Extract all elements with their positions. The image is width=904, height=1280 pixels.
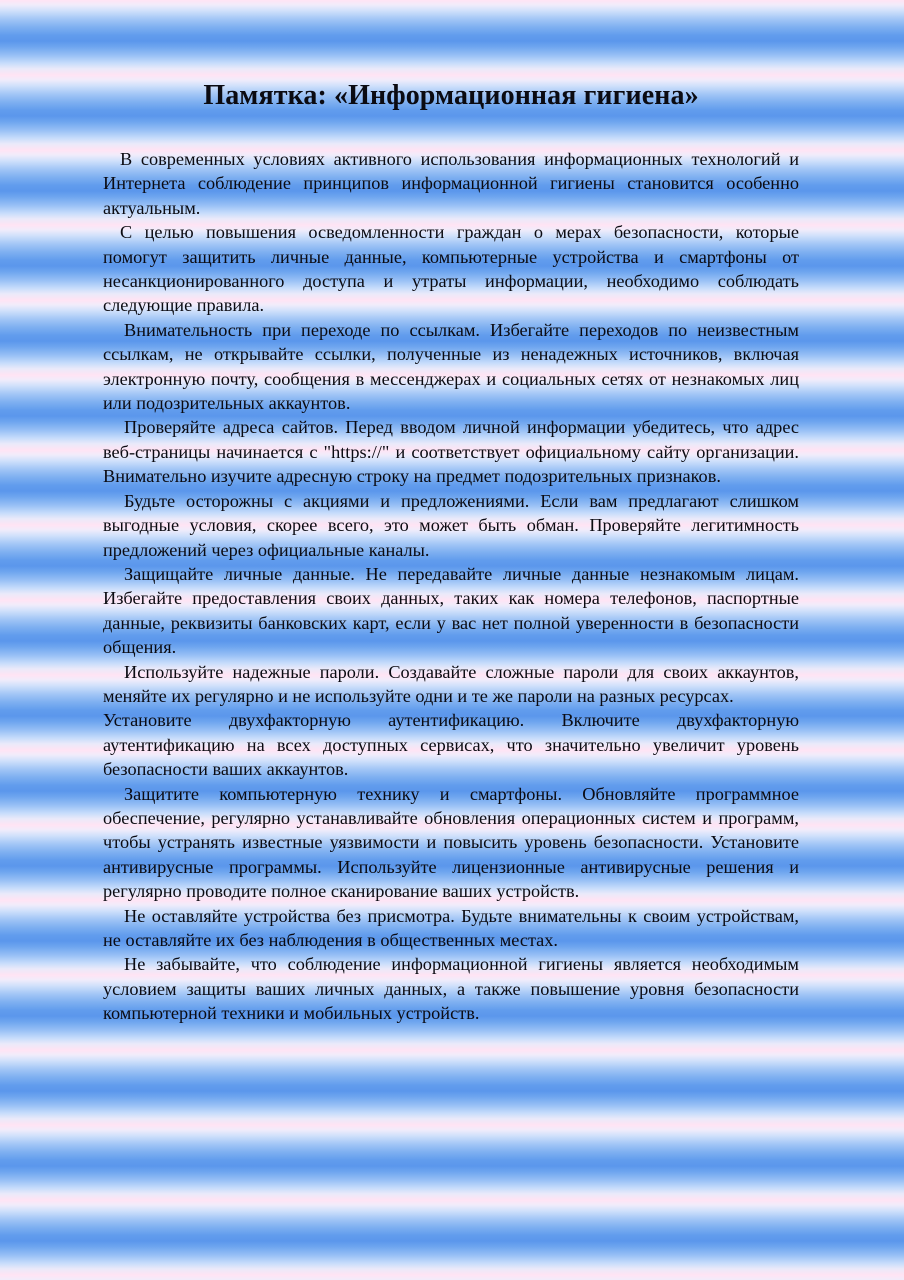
paragraph-passwords: Используйте надежные пароли. Создавайте сложные пароли для своих аккаунтов, меняйте их регулярно и не используйте одни и те же пароли на разных ресурсах. — [103, 661, 799, 706]
paragraph-conclusion: Не забывайте, что соблюдение информационной гигиены является необходимым условием защиты ваших личных данных, а также повышение уровня безопасности компьютерной техники и мобильных устройств. — [103, 954, 799, 1024]
paragraph-links: Внимательность при переходе по ссылкам. Избегайте переходов по неизвестным ссылкам, не открывайте ссылки, полученные из ненадежных источников, включая электронную почту, сообщения в мессенджерах и социальных сетях от незнакомых лиц или подозрительных аккаунтов. — [103, 319, 799, 414]
memo-page — [103, 78, 799, 1026]
paragraph-device-protection: Защитите компьютерную технику и смартфоны. Обновляйте программное обеспечение, регулярно устанавливайте обновления операционных систем и программ, чтобы устранять известные уязвимости и повысить уровень безопасности. Установите антивирусные программы. Используйте лицензионные антивирусные решения и регулярно проводите полное сканирование ваших устройств. — [103, 783, 799, 902]
paragraph-unattended-devices: Не оставляйте устройства без присмотра. Будьте внимательны к своим устройствам, не оставляйте их без наблюдения в общественных местах. — [103, 905, 799, 950]
paragraph-purpose: С целью повышения осведомленности граждан о мерах безопасности, которые помогут защитить личные данные, компьютерные устройства и смартфоны от несанкционированного доступа и утраты информации, необходимо соблюдать следующие правила. — [103, 222, 799, 316]
paragraph-promotions: Будьте осторожны с акциями и предложениями. Если вам предлагают слишком выгодные условия, скорее всего, это может быть обман. Проверяйте легитимность предложений через официальные каналы. — [103, 490, 799, 560]
paragraph-intro: В современных условиях активного использования информационных технологий и Интернета соблюдение принципов информационной гигиены становится особенно актуальным. — [103, 149, 799, 218]
paragraph-personal-data: Защищайте личные данные. Не передавайте личные данные незнакомым лицам. Избегайте предоставления своих данных, таких как номера телефонов, паспортные данные, реквизиты банковских карт, если у вас нет полной уверенности в безопасности общения. — [103, 563, 799, 658]
memo-body — [103, 147, 799, 1026]
paragraph-two-factor: Установите двухфакторную аутентификацию. Включите двухфакторную аутентификацию на всех доступных сервисах, что значительно увеличит уровень безопасности ваших аккаунтов. — [103, 710, 799, 780]
paragraph-site-addresses: Проверяйте адреса сайтов. Перед вводом личной информации убедитесь, что адрес веб-страницы начинается с "https://" и соответствует официальному сайту организации. Внимательно изучите адресную строку на предмет подозрительных признаков. — [103, 417, 799, 487]
memo-title: Памятка: «Информационная гигиена» — [203, 80, 699, 111]
